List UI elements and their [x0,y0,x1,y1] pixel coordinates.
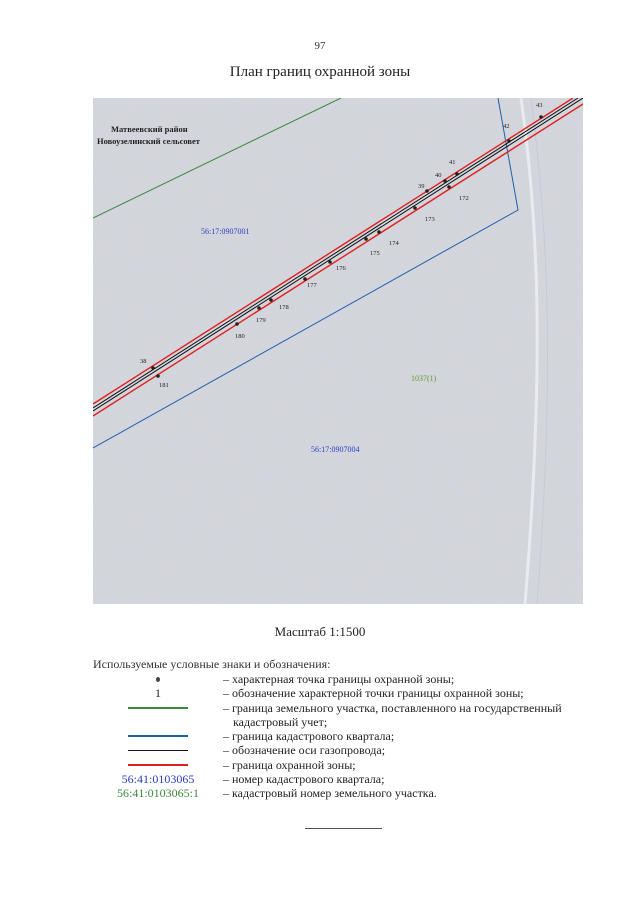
line-sample-icon [128,735,188,737]
quarter-label-2: 56:17:0907004 [311,445,360,454]
boundary-point-dot [425,189,429,193]
page-title: План границ охранной зоны [229,64,411,80]
boundary-point-label: 181 [159,382,169,389]
aerial-texture [93,98,583,604]
boundary-point-label: 172 [459,195,469,202]
boundary-point-dot [455,172,459,176]
boundary-point-dot [257,306,261,310]
legend-description: – граница кадастрового квартала; [223,729,395,744]
parcel-label: 1037(1) [411,374,437,383]
legend-row [93,772,613,786]
council-label: Новоузелинский сельсовет [97,136,200,146]
boundary-point-dot [507,139,511,143]
legend-description: – характерная точка границы охранной зоны; [223,672,455,686]
boundary-point-label: 173 [425,216,435,223]
boundary-point-label: 178 [279,304,289,311]
boundary-point-dot [235,322,239,326]
boundary-point-label: 40 [435,172,442,179]
legend-description: – граница охранной зоны; [223,757,356,772]
boundary-point-dot [443,179,447,183]
boundary-point-dot [413,206,417,210]
legend-symbol [93,715,223,729]
boundary-point-label: 38 [140,358,147,365]
page-number: 97 [314,40,326,52]
boundary-point-label: 175 [370,250,380,257]
legend-symbol [93,772,223,786]
legend-description: – граница земельного участка, поставленного на государственный [223,700,562,715]
legend-row [93,701,613,715]
boundary-point-dot [364,237,368,241]
boundary-point-label: 174 [389,240,399,247]
legend-row [93,715,613,729]
legend-symbol [93,701,223,715]
legend-description: – кадастровый номер земельного участка. [223,786,437,801]
boundary-point-label: 180 [235,333,245,340]
boundary-point-dot [328,260,332,264]
legend-description: – обозначение оси газопровода; [223,743,386,758]
legend-symbol-text: 1 [155,686,161,701]
boundary-point-label: 41 [449,159,456,166]
legend-symbol [93,729,223,743]
boundary-point-dot [303,277,307,281]
boundary-point-dot [156,374,160,378]
end-rule [305,828,382,829]
boundary-point-label: 177 [307,282,317,289]
legend-symbol-text: 56:41:0103065 [121,772,195,787]
legend-description: – номер кадастрового квартала; [223,772,385,787]
legend [93,672,613,801]
legend-row [93,743,613,757]
legend-heading: Используемые условные знаки и обозначения: [93,657,331,671]
boundary-point-label: 179 [256,317,266,324]
boundary-point-label: 43 [536,102,543,109]
legend-symbol [93,743,223,757]
legend-symbol [93,786,223,800]
legend-row [93,672,613,686]
map-canvas [93,98,583,604]
quarter-label-1: 56:17:0907001 [201,227,250,236]
district-label: Матвеевский район [111,124,188,134]
legend-row [93,686,613,700]
line-sample-icon [128,707,188,709]
boundary-map [93,98,583,604]
legend-row [93,758,613,772]
legend-row [93,729,613,743]
boundary-point-label: 42 [503,123,510,130]
map-scale: Масштаб 1:1500 [274,624,366,639]
line-sample-icon [128,764,188,766]
boundary-point-dot [151,366,155,370]
line-sample-icon [128,750,188,751]
legend-description: кадастровый учет; [233,714,328,729]
legend-row [93,786,613,800]
legend-symbol [93,672,223,686]
boundary-point-dot [447,185,451,189]
boundary-point-dot [269,298,273,302]
boundary-point-dot [377,230,381,234]
legend-symbol-text: 56:41:0103065:1 [116,786,199,801]
legend-symbol [93,686,223,700]
boundary-point-label: 176 [336,265,346,272]
boundary-point-label: 39 [418,183,425,190]
legend-description: – обозначение характерной точки границы охранной зоны; [223,686,524,701]
boundary-point-dot [539,115,543,119]
point-marker-icon [156,677,160,682]
legend-symbol [93,758,223,772]
